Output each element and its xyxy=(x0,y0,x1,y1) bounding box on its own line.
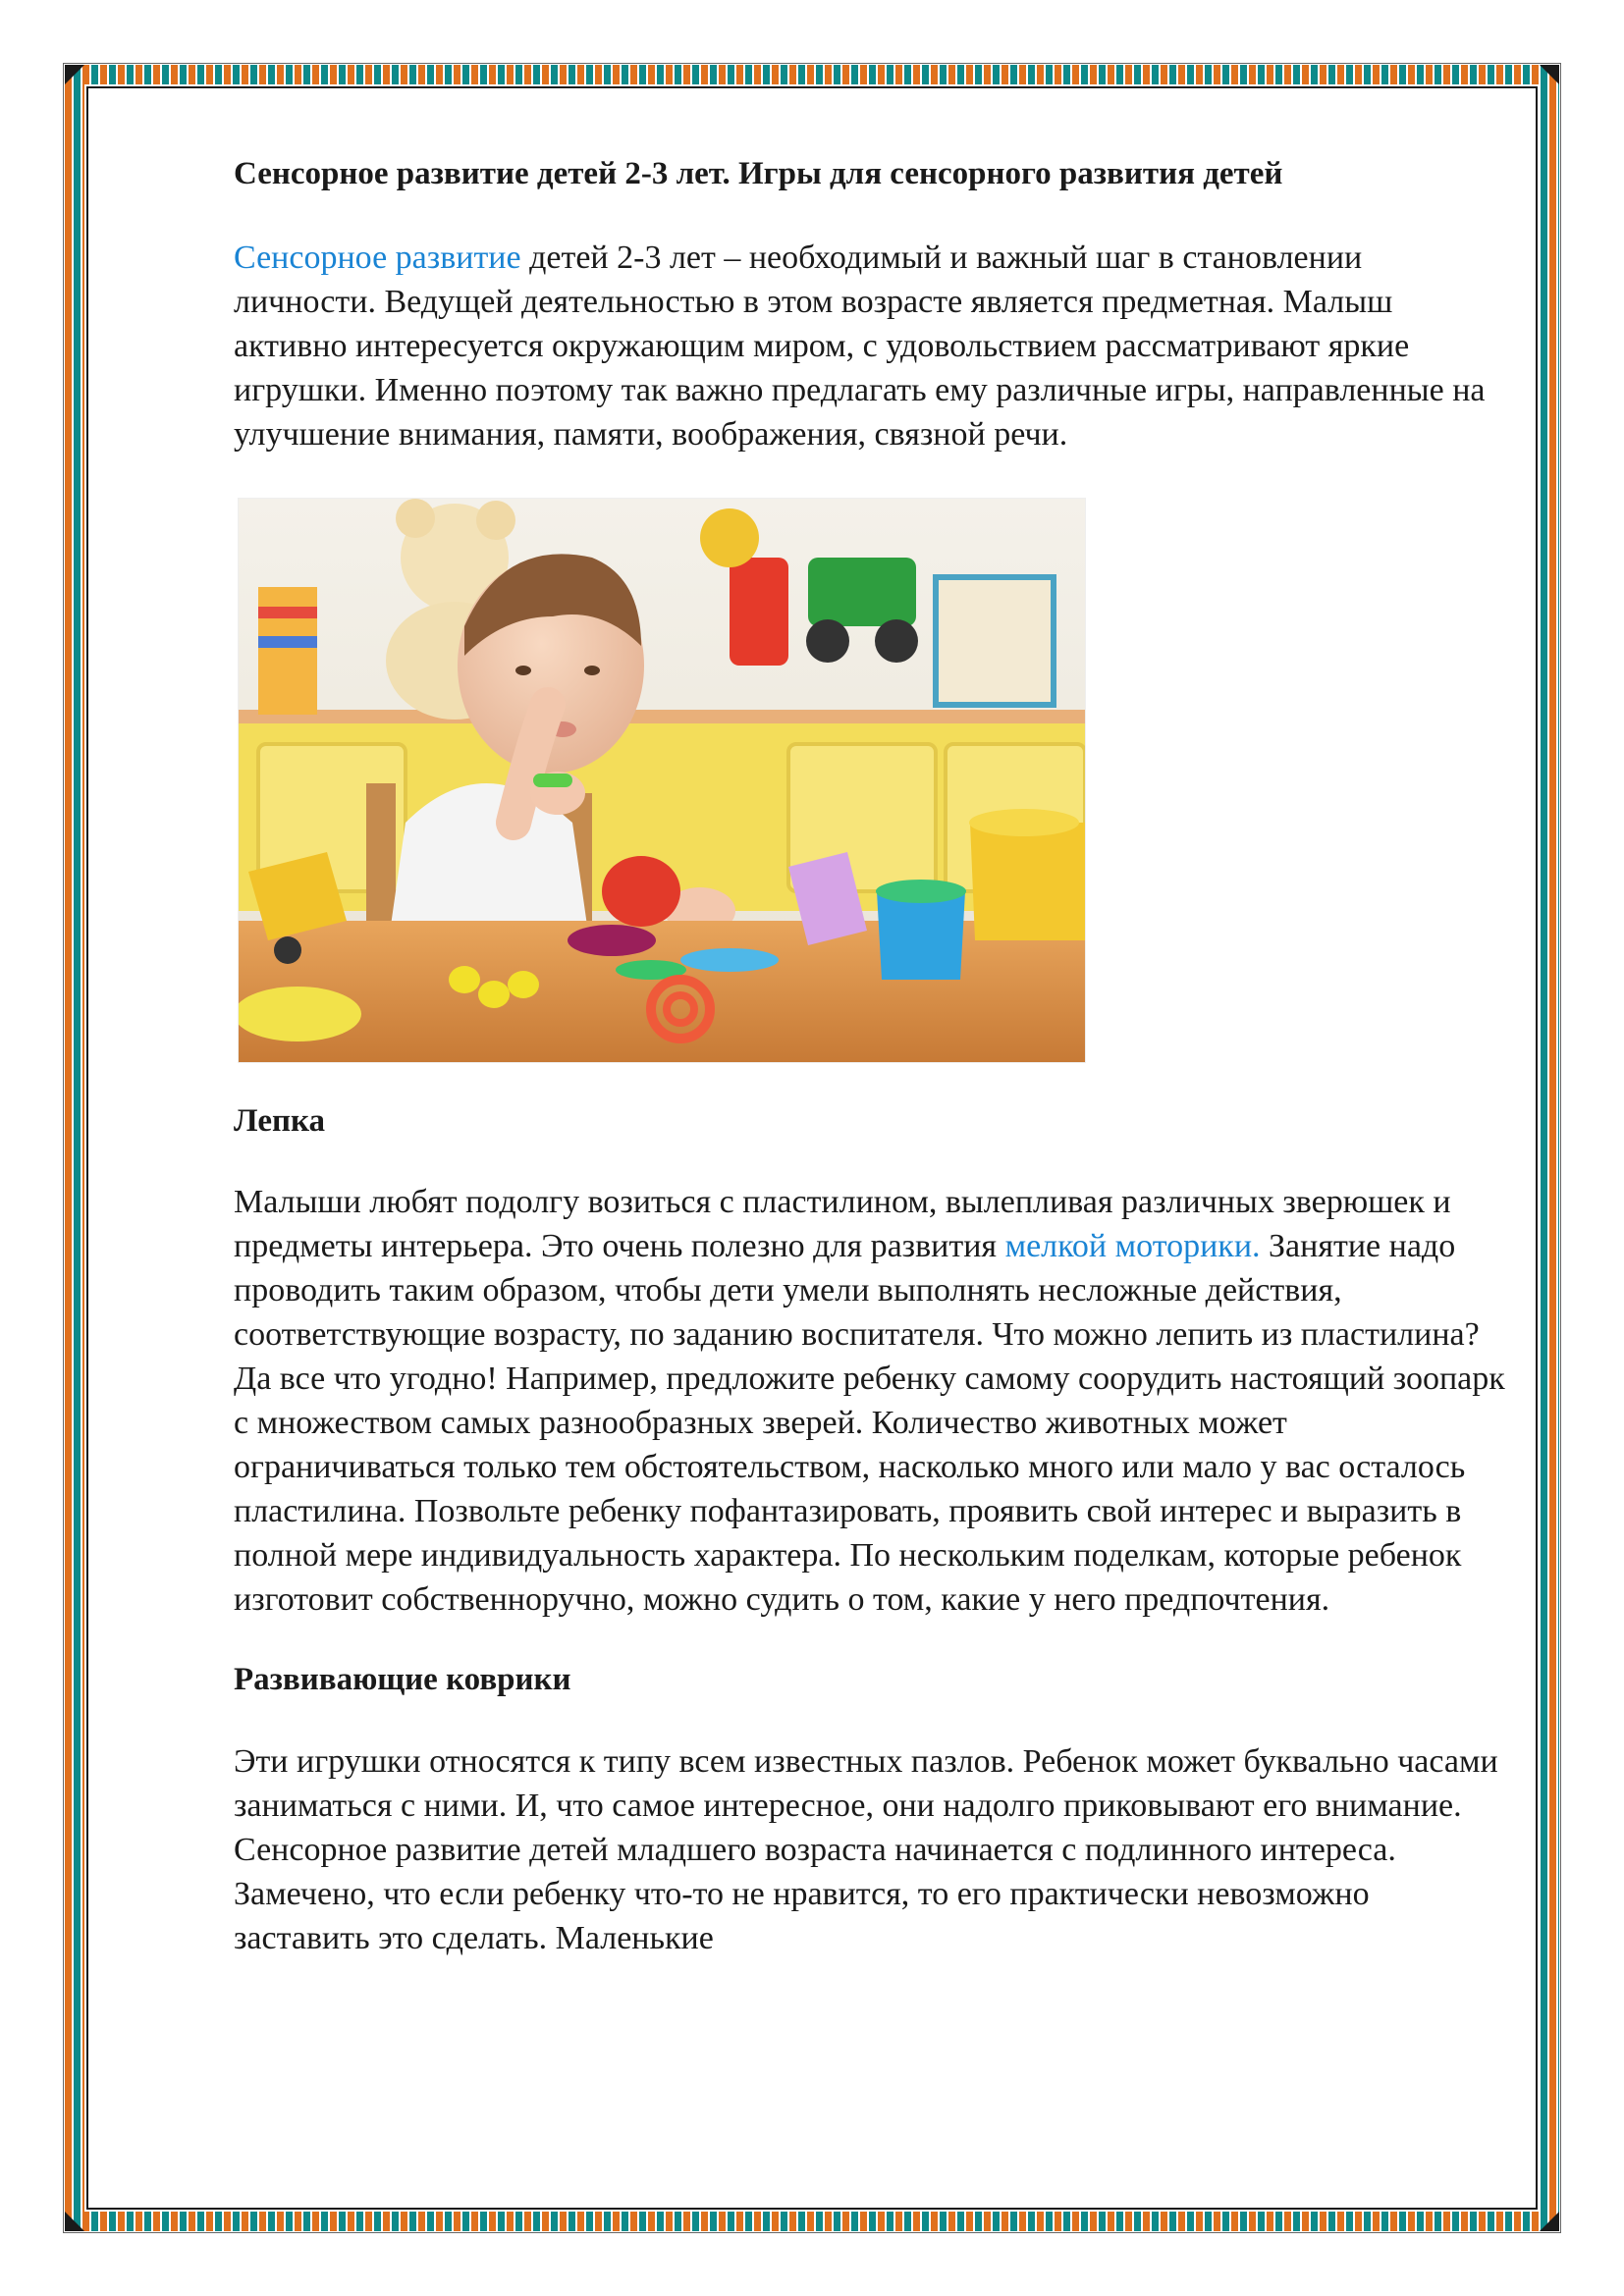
section-heading-developing-mats: Развивающие коврики xyxy=(234,1662,571,1698)
document-content xyxy=(234,155,1510,1960)
fine-motor-skills-link[interactable]: мелкой моторики. xyxy=(1004,1228,1261,1265)
section-lepka-text-before: Малыши любят подолгу возиться с пластилином, вылепливая различных зверюшек и предметы интерьера. Это очень полезно для развития xyxy=(234,1184,1451,1265)
section-lepka-paragraph xyxy=(234,1180,1510,1622)
sensory-development-link[interactable]: Сенсорное развитие xyxy=(234,239,521,276)
section-lepka-text-after: Занятие надо проводить таким образом, чтобы дети умели выполнять несложные действия, соответствующие возрасту, по заданию воспитателя. Что можно лепить из пластилина? Да все что угодно! Например, предложите ребенку самому соорудить настоящий зоопарк с множеством самых разнообразных зверей. Количество животных может ограничиваться только тем обстоятельством, насколько много или мало у вас осталось пластилина. Позвольте ребенку пофантазировать, проявить свой интерес и выразить в полной мере индивидуальность характера. По нескольким поделкам, которые ребенок изготовит собственноручно, можно судить о том, какие у него предпочтения. xyxy=(234,1228,1505,1619)
intro-paragraph xyxy=(234,236,1510,456)
document-title: Сенсорное развитие детей 2-3 лет. Игры для сенсорного развития детей xyxy=(234,156,1283,191)
child-playing-with-plasticine-photo xyxy=(238,498,1086,1063)
section-heading-lepka: Лепка xyxy=(234,1102,326,1139)
intro-text: детей 2-3 лет – необходимый и важный шаг в становлении личности. Ведущей деятельностью в этом возрасте является предметная. Малыш активно интересуется окружающим миром, с удовольствием рассматривают яркие игрушки. Именно поэтому так важно предлагать ему различные игры, направленные на улучшение внимания, памяти, воображения, связной речи. xyxy=(234,239,1486,453)
section-developing-mats-paragraph: Эти игрушки относятся к типу всем известных пазлов. Ребенок может буквально часами заниматься с ними. И, что самое интересное, они надолго приковывают его внимание. Сенсорное развитие детей младшего возраста начинается с подлинного интереса. Замечено, что если ребенку что-то не нравится, то его практически невозможно заставить это сделать. Маленькие xyxy=(234,1742,1498,1956)
